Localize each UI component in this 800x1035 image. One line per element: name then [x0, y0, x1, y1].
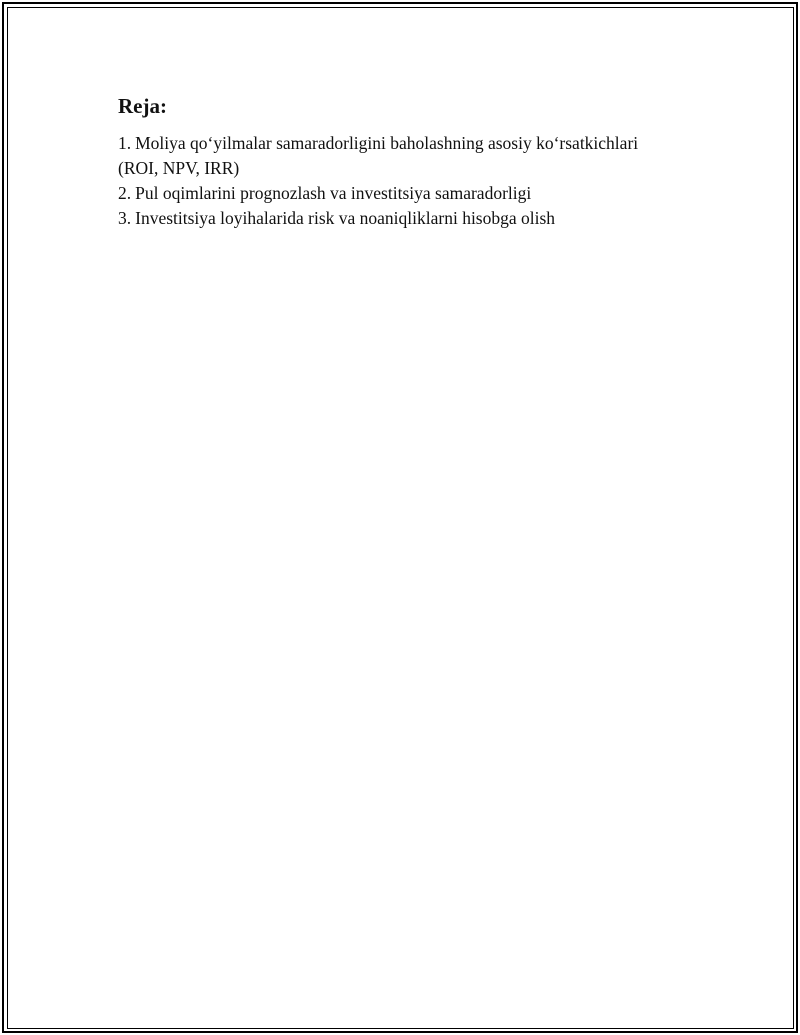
- plan-item-number: 1.: [118, 133, 132, 153]
- plan-item-1: [118, 131, 718, 181]
- plan-item-number: 2.: [118, 183, 132, 203]
- plan-item-number: 3.: [118, 208, 132, 228]
- plan-list: [118, 131, 718, 231]
- plan-item-3: [118, 206, 718, 231]
- plan-item-text: Pul oqimlarini prognozlash va investitsiya samaradorligi: [135, 183, 532, 203]
- plan-heading: Reja:: [118, 94, 167, 118]
- document-content: [118, 93, 718, 231]
- plan-item-text: Investitsiya loyihalarida risk va noaniqliklarni hisobga olish: [135, 208, 556, 228]
- plan-item-text: Moliya qo‘yilmalar samaradorligini baholashning asosiy ko‘rsatkichlari: [135, 133, 639, 153]
- plan-item-continuation: (ROI, NPV, IRR): [118, 158, 240, 178]
- plan-item-2: [118, 181, 718, 206]
